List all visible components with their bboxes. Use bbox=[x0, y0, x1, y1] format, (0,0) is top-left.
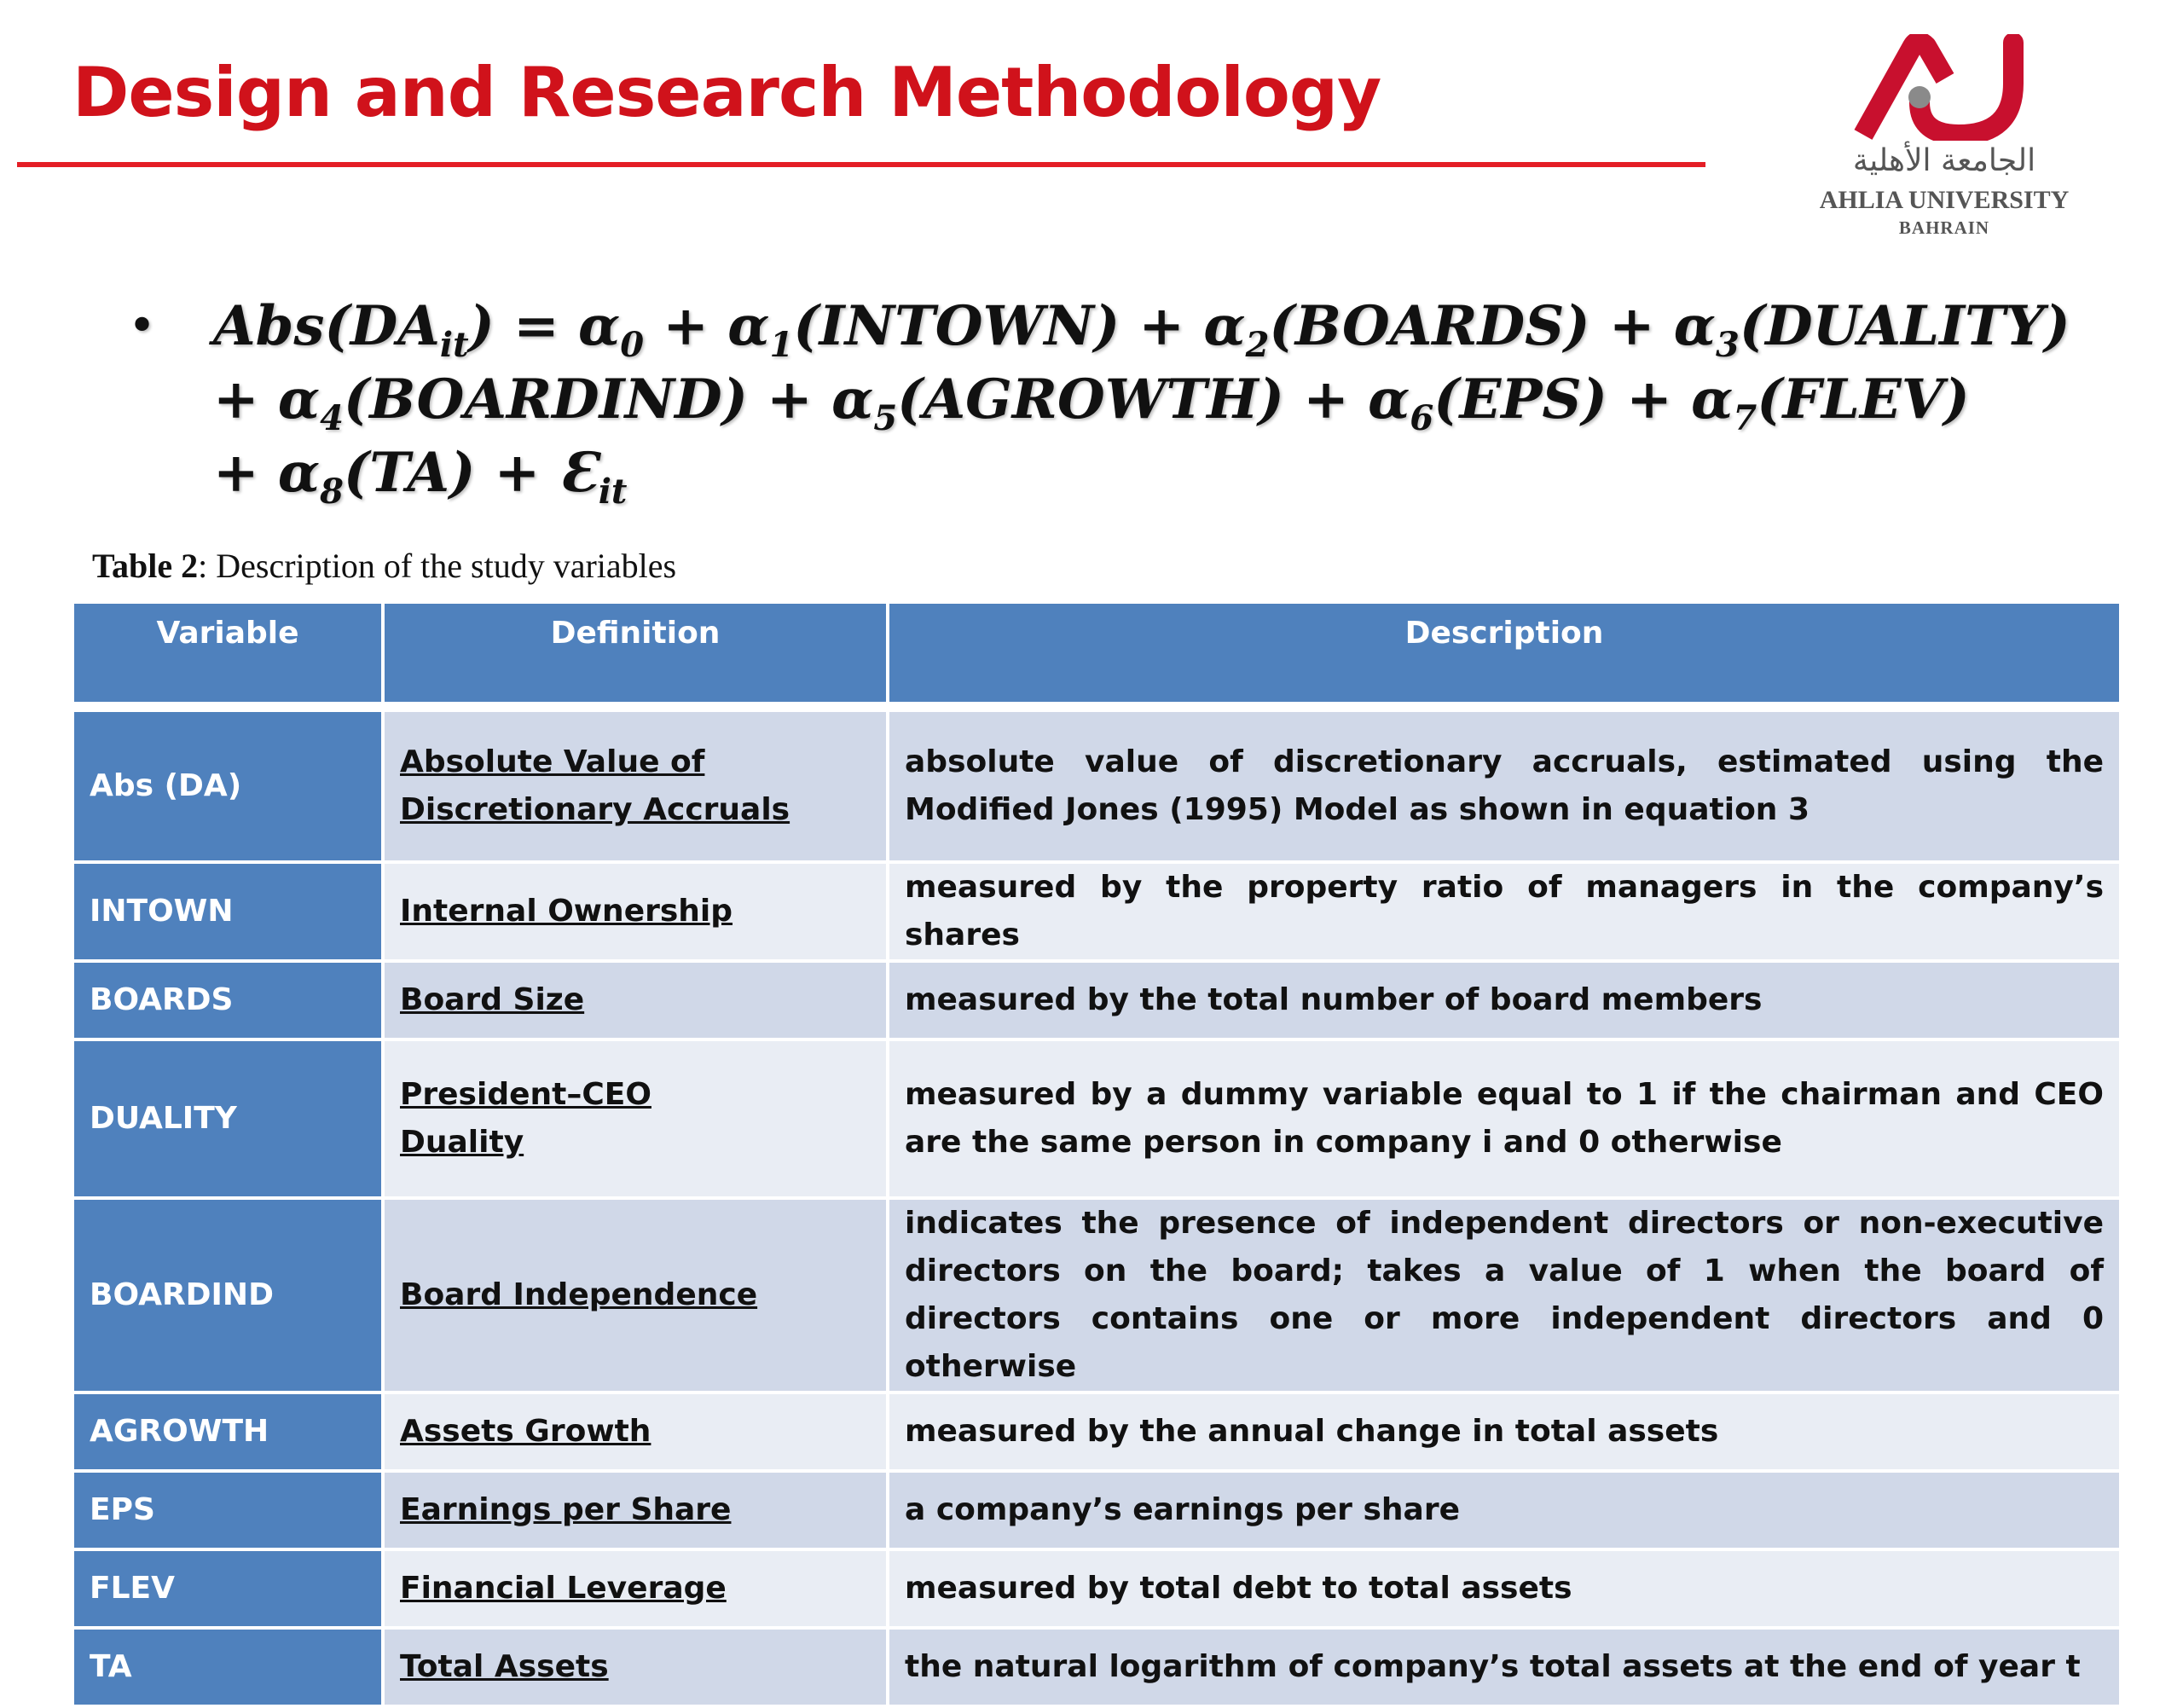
university-logo bbox=[1799, 34, 2089, 247]
definition-cell: Internal Ownership bbox=[383, 862, 888, 961]
definition-cell: Board Independence bbox=[383, 1198, 888, 1392]
description-cell: measured by a dummy variable equal to 1 if the chairman and CEO are the same person in company i and 0 otherwise bbox=[888, 1039, 2119, 1198]
description-cell: measured by the total number of board members bbox=[888, 961, 2119, 1039]
variable-cell: EPS bbox=[74, 1471, 383, 1549]
equation-line-3: + $\alpha_8(TA)$ + $Ɛ_{it}$ bbox=[213, 441, 628, 512]
title-divider bbox=[17, 162, 1705, 167]
table-row bbox=[74, 961, 2119, 1039]
definition-cell: President–CEO Duality bbox=[383, 1039, 888, 1198]
table-row bbox=[74, 1628, 2119, 1706]
equation-line-2: + $\alpha_4(BOARDIND)$ + $\alpha_5(AGROWTH) + \alpha_6(EPS)$ + $\alpha_7(FLEV)$ bbox=[213, 368, 1970, 438]
variable-cell: FLEV bbox=[74, 1549, 383, 1628]
equation-line-1: $Abs(DA_{it}) = \alpha_0$ + $\alpha_1(INTOWN)$ + $\alpha_2(BOARDS)$ + $\alpha_3(DUALITY)$ bbox=[213, 294, 2070, 365]
table-row bbox=[74, 1039, 2119, 1198]
definition-cell: Absolute Value of Discretionary Accruals bbox=[383, 707, 888, 862]
table-row bbox=[74, 707, 2119, 862]
definition-cell: Assets Growth bbox=[383, 1392, 888, 1471]
variable-cell: DUALITY bbox=[74, 1039, 383, 1198]
variable-cell: AGROWTH bbox=[74, 1392, 383, 1471]
variable-cell: Abs (DA) bbox=[74, 707, 383, 862]
description-cell: indicates the presence of independent directors or non-executive directors on the board; takes a value of 1 when the board of directors contains one or more independent directors and 0 otherwise bbox=[888, 1198, 2119, 1392]
bullet: • bbox=[128, 298, 157, 354]
table-row bbox=[74, 1392, 2119, 1471]
logo-location: BAHRAIN bbox=[1898, 217, 1990, 238]
description-cell: the natural logarithm of company’s total assets at the end of year t bbox=[888, 1628, 2119, 1706]
definition-cell: Board Size bbox=[383, 961, 888, 1039]
variables-table bbox=[74, 604, 2119, 1708]
table-row bbox=[74, 1471, 2119, 1549]
variable-cell: BOARDIND bbox=[74, 1198, 383, 1392]
description-cell: measured by the annual change in total assets bbox=[888, 1392, 2119, 1471]
definition-cell: Total Assets bbox=[383, 1628, 888, 1706]
header-definition: Definition bbox=[383, 604, 888, 707]
university-logo-icon bbox=[1846, 34, 2042, 141]
caption-label: Table 2 bbox=[92, 547, 199, 585]
variable-cell: TA bbox=[74, 1628, 383, 1706]
table-row bbox=[74, 1549, 2119, 1628]
description-cell: measured by the property ratio of managers in the company’s shares bbox=[888, 862, 2119, 961]
definition-cell: Earnings per Share bbox=[383, 1471, 888, 1549]
definition-cell: Financial Leverage bbox=[383, 1549, 888, 1628]
description-cell: absolute value of discretionary accruals, estimated using the Modified Jones (1995) Model as shown in equation 3 bbox=[888, 707, 2119, 862]
table-header-row bbox=[74, 604, 2119, 707]
slide-title: Design and Research Methodology bbox=[72, 53, 1381, 132]
caption-text: : Description of the study variables bbox=[198, 547, 677, 585]
table-row bbox=[74, 862, 2119, 961]
table-caption bbox=[92, 546, 676, 586]
logo-english-name: AHLIA UNIVERSITY bbox=[1819, 186, 2070, 214]
table-row bbox=[74, 1198, 2119, 1392]
header-variable: Variable bbox=[74, 604, 383, 707]
description-cell: a company’s earnings per share bbox=[888, 1471, 2119, 1549]
variable-cell: BOARDS bbox=[74, 961, 383, 1039]
description-cell: measured by total debt to total assets bbox=[888, 1549, 2119, 1628]
variable-cell: INTOWN bbox=[74, 862, 383, 961]
regression-equation bbox=[128, 290, 2089, 510]
logo-arabic-name: الجامعة الأهلية bbox=[1852, 143, 2036, 178]
header-description: Description bbox=[888, 604, 2119, 707]
